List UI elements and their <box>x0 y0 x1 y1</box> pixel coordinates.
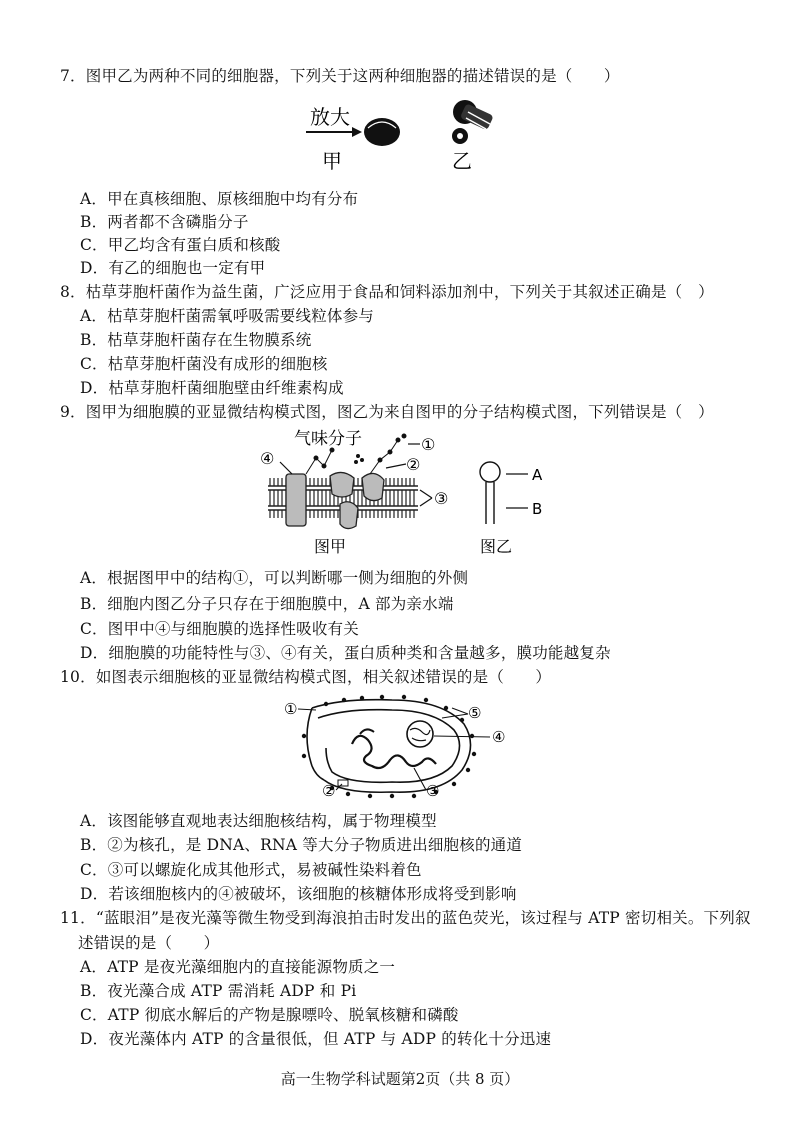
q8-option-d: D．枯草芽胞杆菌细胞壁由纤维素构成 <box>80 379 344 397</box>
q8-option-b: B．枯草芽胞杆菌存在生物膜系统 <box>80 331 312 349</box>
q10-label-4: ④ <box>492 728 506 746</box>
q10-option-b: B．②为核孔，是 DNA、RNA 等大分子物质进出细胞核的通道 <box>80 836 523 854</box>
q7-option-c: C．甲乙均含有蛋白质和核酸 <box>80 236 281 254</box>
q10-nuclear-envelope <box>307 700 471 793</box>
q9-protein-2-shape <box>362 473 384 500</box>
q7-yi-label: 乙 <box>452 149 472 173</box>
q9-option-b: B．细胞内图乙分子只存在于细胞膜中，A 部为亲水端 <box>80 595 454 613</box>
q10-nucleolus-shape <box>407 721 433 747</box>
q7-figure <box>300 98 500 178</box>
q9-option-d: D．细胞膜的功能特性与③、④有关，蛋白质种类和含量越多，膜功能越复杂 <box>80 644 611 662</box>
q11-stem-line2: 述错误的是（ ） <box>78 934 220 952</box>
q7-option-a: A．甲在真核细胞、原核细胞中均有分布 <box>80 190 359 208</box>
q9-stem: 9．图甲为细胞膜的亚显微结构模式图，图乙为来自图甲的分子结构模式图，下列错误是（ ） <box>60 403 714 421</box>
q7-arrow-head <box>352 127 362 137</box>
q7-option-d: D．有乙的细胞也一定有甲 <box>80 259 266 277</box>
q10-option-a: A．该图能够直观地表达细胞核结构，属于物理模型 <box>80 812 437 830</box>
q11-stem-line1: 11．“蓝眼泪”是夜光藻等微生物受到海浪拍击时发出的蓝色荧光，该过程与 ATP 密切相关。下列叙 <box>60 909 751 927</box>
q9-caption-yi: 图乙 <box>480 537 513 556</box>
q9-figure <box>258 428 558 558</box>
q11-option-d: D．夜光藻体内 ATP 的含量很低，但 ATP 与 ADP 的转化十分迅速 <box>80 1030 552 1048</box>
q7-enlarge-label: 放大 <box>310 105 350 129</box>
q10-label-1: ① <box>284 700 298 718</box>
q10-figure <box>282 696 522 800</box>
q10-option-c: C．③可以螺旋化成其他形式，易被碱性染料着色 <box>80 861 422 879</box>
q8-option-c: C．枯草芽胞杆菌没有成形的细胞核 <box>80 355 328 373</box>
q9-phospholipid-molecule <box>480 462 500 524</box>
q10-option-d: D．若该细胞核内的④被破坏，该细胞的核糖体形成将受到影响 <box>80 885 517 903</box>
q9-protein-bottom-shape <box>340 502 358 529</box>
q9-label-4: ④ <box>260 449 275 468</box>
q9-caption-jia: 图甲 <box>314 537 347 556</box>
q9-protein-top-shape <box>330 472 354 497</box>
q9-label-b: B <box>532 500 543 518</box>
q9-label-3: ③ <box>434 489 449 508</box>
q9-odor-label: 气味分子 <box>294 429 362 449</box>
q11-option-a: A．ATP 是夜光藻细胞内的直接能源物质之一 <box>80 958 396 976</box>
q9-option-a: A．根据图甲中的结构①，可以判断哪一侧为细胞的外侧 <box>80 569 469 587</box>
q7-centriole-shape <box>452 100 494 144</box>
q7-jia-label: 甲 <box>322 149 342 173</box>
q10-label-2: ② <box>322 782 336 800</box>
q10-stem: 10．如图表示细胞核的亚显微结构模式图，相关叙述错误的是（ ） <box>60 668 552 686</box>
q10-nuclear-pore-shape <box>338 780 348 786</box>
q10-label-5: ⑤ <box>468 704 482 722</box>
q9-label-1: ① <box>421 435 436 454</box>
q11-option-c: C．ATP 彻底水解后的产物是腺嘌呤、脱氧核糖和磷酸 <box>80 1006 459 1024</box>
q9-option-c: C．图甲中④与细胞膜的选择性吸收有关 <box>80 620 359 638</box>
q8-stem: 8．枯草芽胞杆菌作为益生菌，广泛应用于食品和饲料添加剂中，下列关于其叙述正确是（ ） <box>60 283 714 301</box>
q9-label-a: A <box>532 466 543 484</box>
page-footer: 高一生物学科试题第2页（共 8 页） <box>280 1070 520 1088</box>
q9-label-2: ② <box>406 455 421 474</box>
q10-label-3: ③ <box>426 782 440 800</box>
q7-option-b: B．两者都不含磷脂分子 <box>80 213 249 231</box>
q9-protein-4-shape <box>286 474 306 526</box>
q8-option-a: A．枯草芽胞杆菌需氧呼吸需要线粒体参与 <box>80 307 374 325</box>
q7-stem: 7．图甲乙为两种不同的细胞器，下列关于这两种细胞器的描述错误的是（ ） <box>60 67 620 85</box>
q11-option-b: B．夜光藻合成 ATP 需消耗 ADP 和 Pi <box>80 982 357 1000</box>
